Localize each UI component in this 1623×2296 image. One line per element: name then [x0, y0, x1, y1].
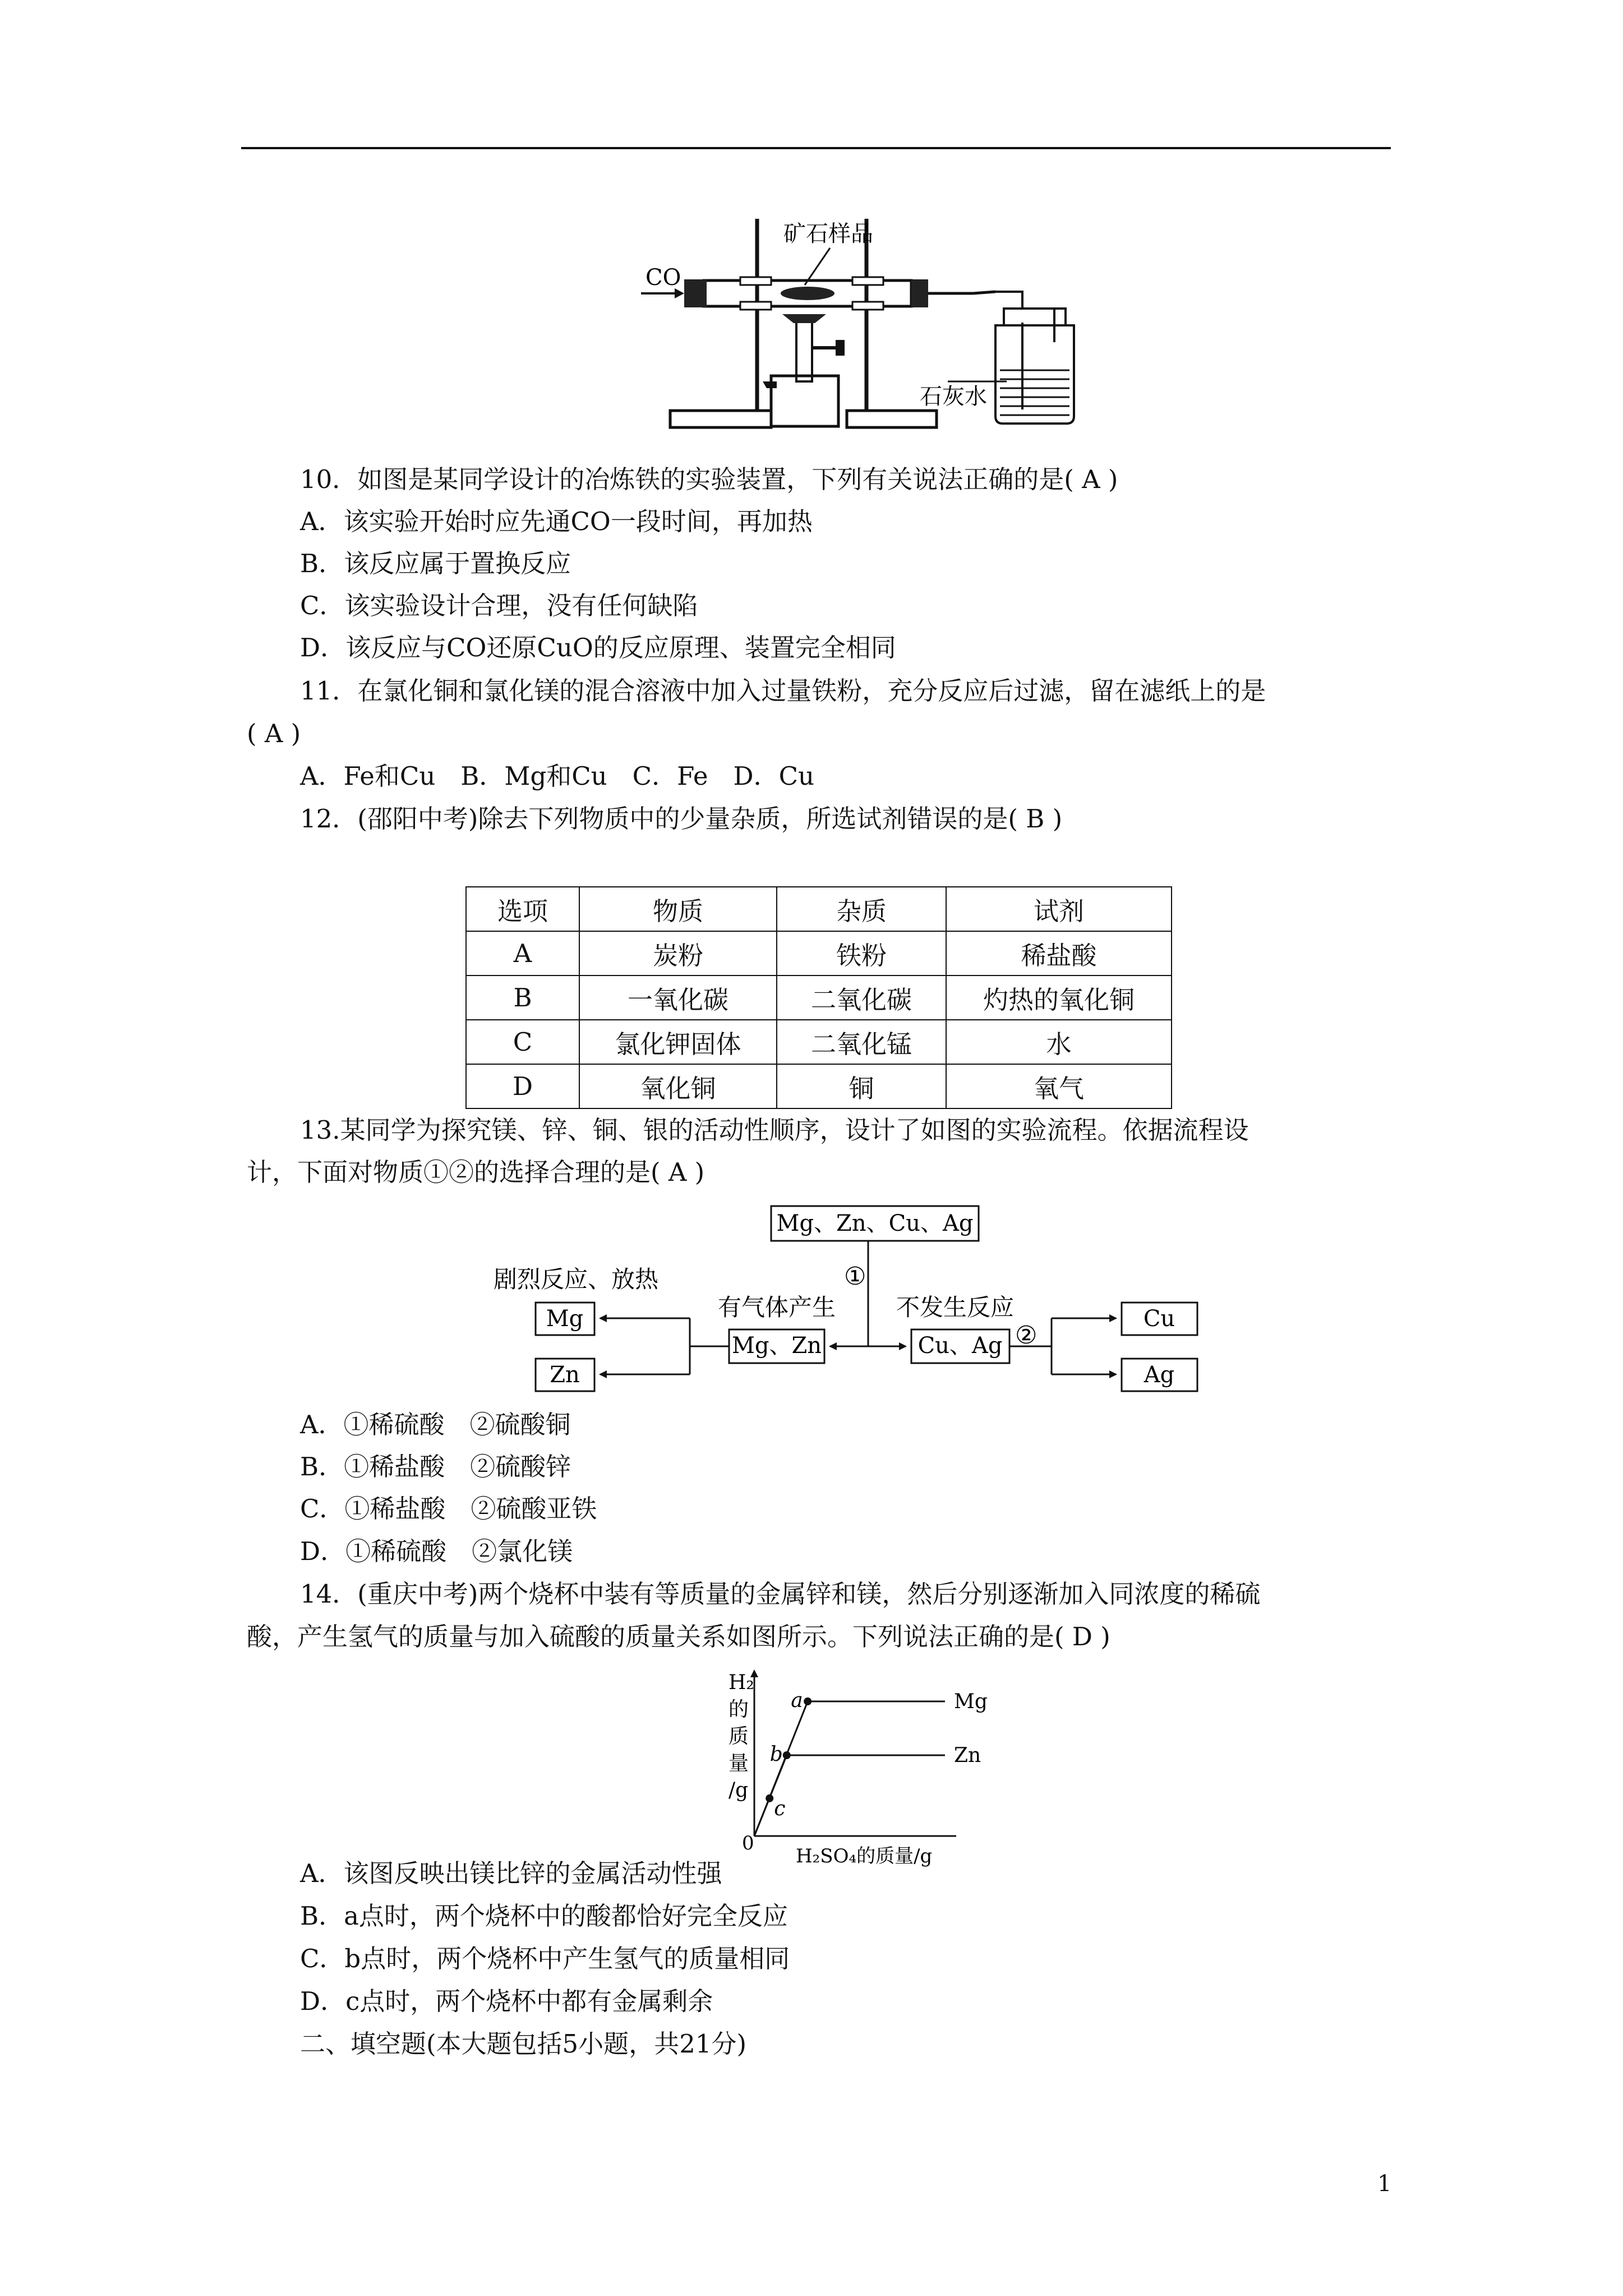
- point-a: [804, 1697, 811, 1705]
- table-cell: 水: [946, 1020, 1172, 1064]
- flow-left-box: Mg、Zn: [731, 1333, 822, 1359]
- q14-option-c: C．b点时，两个烧杯中产生氢气的质量相同: [300, 1944, 790, 1973]
- point-c: [766, 1795, 773, 1802]
- impurity-table: [465, 886, 1172, 1109]
- flow-cu-box: Cu: [1143, 1306, 1175, 1332]
- table-cell: 氧化铜: [579, 1064, 777, 1108]
- q13-option-d: D．①稀硫酸 ②氯化镁: [300, 1536, 573, 1566]
- flow-step2-label: ②: [1015, 1321, 1038, 1350]
- q11-options: A．Fe和Cu B．Mg和Cu C．Fe D．Cu: [300, 761, 814, 791]
- q10-option-c: C．该实验设计合理，没有任何缺陷: [300, 591, 698, 620]
- point-label-c: c: [774, 1797, 786, 1820]
- q10-option-a: A．该实验开始时应先通CO一段时间，再加热: [300, 507, 813, 536]
- q10-stem: 10．如图是某同学设计的冶炼铁的实验装置，下列有关说法正确的是( A ): [300, 464, 1118, 494]
- flow-right-note: 不发生反应: [896, 1294, 1015, 1321]
- table-cell: D: [466, 1064, 579, 1108]
- q14-stem-line1: 14．(重庆中考)两个烧杯中装有等质量的金属锌和镁，然后分别逐渐加入同浓度的稀硫: [300, 1579, 1261, 1609]
- table-cell: 二氧化碳: [777, 976, 946, 1020]
- q14-option-a: A．该图反映出镁比锌的金属活动性强: [300, 1858, 722, 1888]
- series-label-mg: Mg: [954, 1690, 988, 1713]
- page-number: 1: [1377, 2171, 1392, 2197]
- flow-step1-label: ①: [844, 1262, 866, 1291]
- table-cell: B: [466, 976, 579, 1020]
- q11-stem-line1: 11．在氯化铜和氯化镁的混合溶液中加入过量铁粉，充分反应后过滤，留在滤纸上的是: [300, 676, 1266, 706]
- header-rule: [241, 147, 1391, 149]
- table-header: 选项: [466, 887, 579, 931]
- table-cell: 铁粉: [777, 931, 946, 976]
- y-axis-label: H₂ 的 质 量 /g: [728, 1671, 754, 1802]
- q11-stem-line2: ( A ): [247, 719, 301, 748]
- table-row: [466, 1064, 1172, 1108]
- q12-stem: 12．(邵阳中考)除去下列物质中的少量杂质，所选试剂错误的是( B ): [300, 804, 1063, 834]
- table-row: [466, 931, 1172, 976]
- q14-option-d: D．c点时，两个烧杯中都有金属剩余: [300, 1986, 713, 2016]
- q10-option-b: B．该反应属于置换反应: [300, 549, 571, 578]
- metal-activity-flowchart: [494, 1200, 1223, 1408]
- point-label-a: a: [791, 1689, 803, 1712]
- q14-stem-line2: 酸，产生氢气的质量与加入硫酸的质量关系如图所示。下列说法正确的是( D ): [247, 1622, 1110, 1651]
- flow-right-box: Cu、Ag: [917, 1333, 1003, 1359]
- table-cell: C: [466, 1020, 579, 1064]
- table-row: [466, 1020, 1172, 1064]
- flow-ag-box: Ag: [1144, 1362, 1175, 1388]
- x-axis-label: H₂SO₄的质量/g: [796, 1845, 933, 1867]
- table-cell: 氯化钾固体: [579, 1020, 777, 1064]
- table-header-row: [466, 887, 1172, 931]
- table-cell: 稀盐酸: [946, 931, 1172, 976]
- q14-option-b: B．a点时，两个烧杯中的酸都恰好完全反应: [300, 1901, 788, 1931]
- q13-option-c: C．①稀盐酸 ②硫酸亚铁: [300, 1494, 597, 1524]
- table-header: 杂质: [777, 887, 946, 931]
- table-cell: 铜: [777, 1064, 946, 1108]
- series-label-zn: Zn: [954, 1744, 981, 1767]
- table-header: 试剂: [946, 887, 1172, 931]
- flow-zn-box: Zn: [550, 1362, 580, 1388]
- flow-left-note: 有气体产生: [718, 1294, 836, 1321]
- q13-option-b: B．①稀盐酸 ②硫酸锌: [300, 1452, 571, 1481]
- table-cell: 灼热的氧化铜: [946, 976, 1172, 1020]
- point-b: [783, 1751, 791, 1759]
- point-label-b: b: [769, 1743, 783, 1766]
- table-cell: 二氧化锰: [777, 1020, 946, 1064]
- flow-mg-box: Mg: [546, 1306, 584, 1332]
- origin-label: 0: [742, 1832, 754, 1855]
- table-header: 物质: [579, 887, 777, 931]
- table-cell: 炭粉: [579, 931, 777, 976]
- table-cell: 氧气: [946, 1064, 1172, 1108]
- q13-stem-line1: 13.某同学为探究镁、锌、铜、银的活动性顺序，设计了如图的实验流程。依据流程设: [300, 1115, 1249, 1145]
- ore-sample-label: 矿石样品: [783, 221, 873, 247]
- flow-top-box: Mg、Zn、Cu、Ag: [776, 1211, 974, 1236]
- section-heading: 二、填空题(本大题包括5小题，共21分): [300, 2029, 747, 2059]
- hydrogen-mass-chart: [721, 1669, 990, 1876]
- flow-react-note: 剧烈反应、放热: [494, 1266, 659, 1293]
- q13-option-a: A．①稀硫酸 ②硫酸铜: [300, 1410, 571, 1439]
- iron-smelting-apparatus: [637, 213, 1096, 443]
- table-cell: A: [466, 931, 579, 976]
- q10-option-d: D．该反应与CO还原CuO的反应原理、装置完全相同: [300, 633, 896, 662]
- co-label: CO: [645, 265, 681, 291]
- limewater-label: 石灰水: [920, 384, 987, 409]
- q13-stem-line2: 计，下面对物质①②的选择合理的是( A ): [247, 1157, 705, 1187]
- table-cell: 一氧化碳: [579, 976, 777, 1020]
- series-line-zn: [754, 1755, 945, 1836]
- table-row: [466, 976, 1172, 1020]
